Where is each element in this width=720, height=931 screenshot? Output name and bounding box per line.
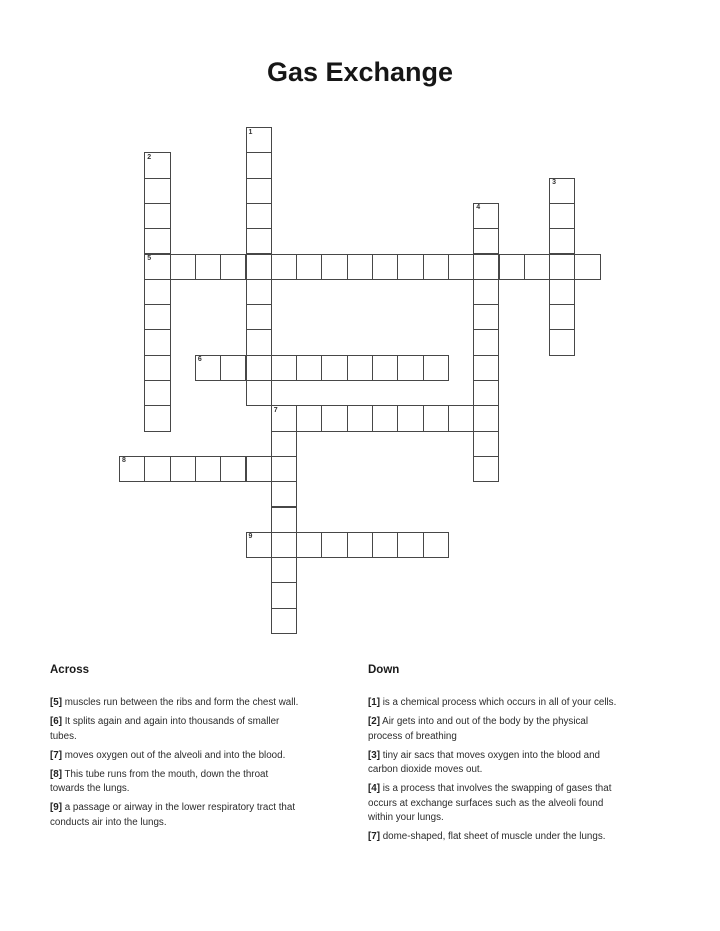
grid-cell [220,456,246,482]
grid-cell [296,254,322,280]
grid-cell [473,355,499,381]
grid-cell [473,431,499,457]
grid-cell [549,178,575,204]
grid-cell [473,456,499,482]
grid-cell [271,557,297,583]
clue: [2] Air gets into and out of the body by the physical process of breathing [368,716,589,742]
grid-cell [423,254,449,280]
grid-cell [321,405,347,431]
grid-cell [246,178,272,204]
clue: [1] is a chemical process which occurs in all of your cells. [368,697,617,708]
grid-cell [397,405,423,431]
clue: [6] It splits again and again into thousands of smaller tubes. [50,716,280,742]
grid-cell [271,582,297,608]
grid-cell [347,254,373,280]
grid-cell [195,355,221,381]
cell-number: 7 [273,406,278,414]
grid-cell [549,203,575,229]
grid-cell [347,355,373,381]
grid-cell [549,329,575,355]
grid-cell [473,405,499,431]
grid-cell [397,254,423,280]
grid-cell [347,405,373,431]
cell-number: 3 [552,179,556,187]
grid-cell [524,254,550,280]
grid-cell [397,532,423,558]
grid-cell [448,254,474,280]
clue-number: [3] [368,749,380,761]
down-clues-section [368,664,670,849]
grid-cell [296,355,322,381]
clue: [4] is a process that involves the swapping of gases that occurs at exchange surfaces such as the alveoli found within your lungs. [368,783,612,823]
grid-cell [271,532,297,558]
clue-number: [4] [368,783,380,794]
grid-cell [144,178,170,204]
grid-cell [271,254,297,280]
cell-number: 9 [248,533,253,541]
grid-cell [246,152,272,178]
grid-cell [372,532,398,558]
grid-cell [397,355,423,381]
grid-cell [473,304,499,330]
grid-cell [296,532,322,558]
clue-number: [8] [50,768,62,780]
grid-cell [574,254,600,280]
clue-number: [2] [368,716,380,727]
grid-cell [144,355,170,381]
grid-cell [549,304,575,330]
grid-cell [144,228,170,254]
clue-number: [5] [50,697,62,708]
grid-cell [246,380,272,406]
cell-number: 6 [197,356,202,364]
grid-cell [296,405,322,431]
grid-cell [170,456,196,482]
clue-number: [9] [50,802,62,813]
grid-cell [144,152,170,178]
cell-number: 5 [147,255,152,262]
clue-number: [7] [368,831,380,842]
grid-cell [144,380,170,406]
across-header: Across [50,664,89,676]
grid-cell [473,329,499,355]
grid-cell [119,456,145,482]
grid-cell [246,355,272,381]
grid-cell [372,355,398,381]
clue: [7] moves oxygen out of the alveoli and into the blood. [50,749,286,761]
grid-cell [144,304,170,330]
grid-cell [499,254,525,280]
grid-cell [246,203,272,229]
grid-cell [372,254,398,280]
grid-cell [246,127,272,153]
grid-cell [246,304,272,330]
grid-cell [473,254,499,280]
grid-cell [144,279,170,305]
clue: [9] a passage or airway in the lower respiratory tract that conducts air into the lungs. [50,802,296,828]
grid-cell [246,329,272,355]
clue-number: [7] [50,749,62,761]
grid-cell [246,254,272,280]
grid-cell [372,405,398,431]
down-clue-list [368,696,670,845]
cell-number: 2 [147,153,152,161]
down-header: Down [368,664,400,676]
grid-cell [321,532,347,558]
grid-cell [170,254,196,280]
grid-cell [549,254,575,280]
clue: [7] dome-shaped, flat sheet of muscle under the lungs. [368,831,606,842]
clue-number: [1] [368,697,380,708]
puzzle-title: Gas Exchange [266,57,454,87]
clue: [5] muscles run between the ribs and form the chest wall. [50,697,299,708]
grid-cell [549,228,575,254]
grid-cell [347,532,373,558]
grid-cell [246,279,272,305]
grid-cell [423,405,449,431]
grid-cell [144,203,170,229]
clue: [3] tiny air sacs that moves oxygen into the blood and carbon dioxide moves out. [368,749,600,775]
cell-number: 4 [476,204,481,212]
clue-number: [6] [50,716,62,727]
grid-cell [423,532,449,558]
grid-cell [271,608,297,634]
grid-cell [448,405,474,431]
grid-cell [195,254,221,280]
grid-cell [321,254,347,280]
grid-cell [144,254,170,280]
grid-cell [473,380,499,406]
grid-cell [473,203,499,229]
grid-cell [246,532,272,558]
grid-cell [246,228,272,254]
grid-cell [271,405,297,431]
grid-cell [473,228,499,254]
grid-cell [144,329,170,355]
grid-cell [473,279,499,305]
grid-cell [220,254,246,280]
grid-cell [144,456,170,482]
grid-cell [321,355,347,381]
grid-cell [220,355,246,381]
grid-cell [423,355,449,381]
grid-cell [271,481,297,507]
grid-cell [246,456,272,482]
grid-cell [549,279,575,305]
across-clues-section [50,664,352,835]
clue: [8] This tube runs from the mouth, down the throat towards the lungs. [50,768,269,794]
grid-cell [144,405,170,431]
grid-cell [271,507,297,533]
across-clue-list [50,696,352,830]
grid-cell [195,456,221,482]
cell-number: 8 [122,457,126,465]
grid-cell [271,355,297,381]
grid-cell [271,431,297,457]
grid-cell [271,456,297,482]
cell-number: 1 [248,128,253,136]
